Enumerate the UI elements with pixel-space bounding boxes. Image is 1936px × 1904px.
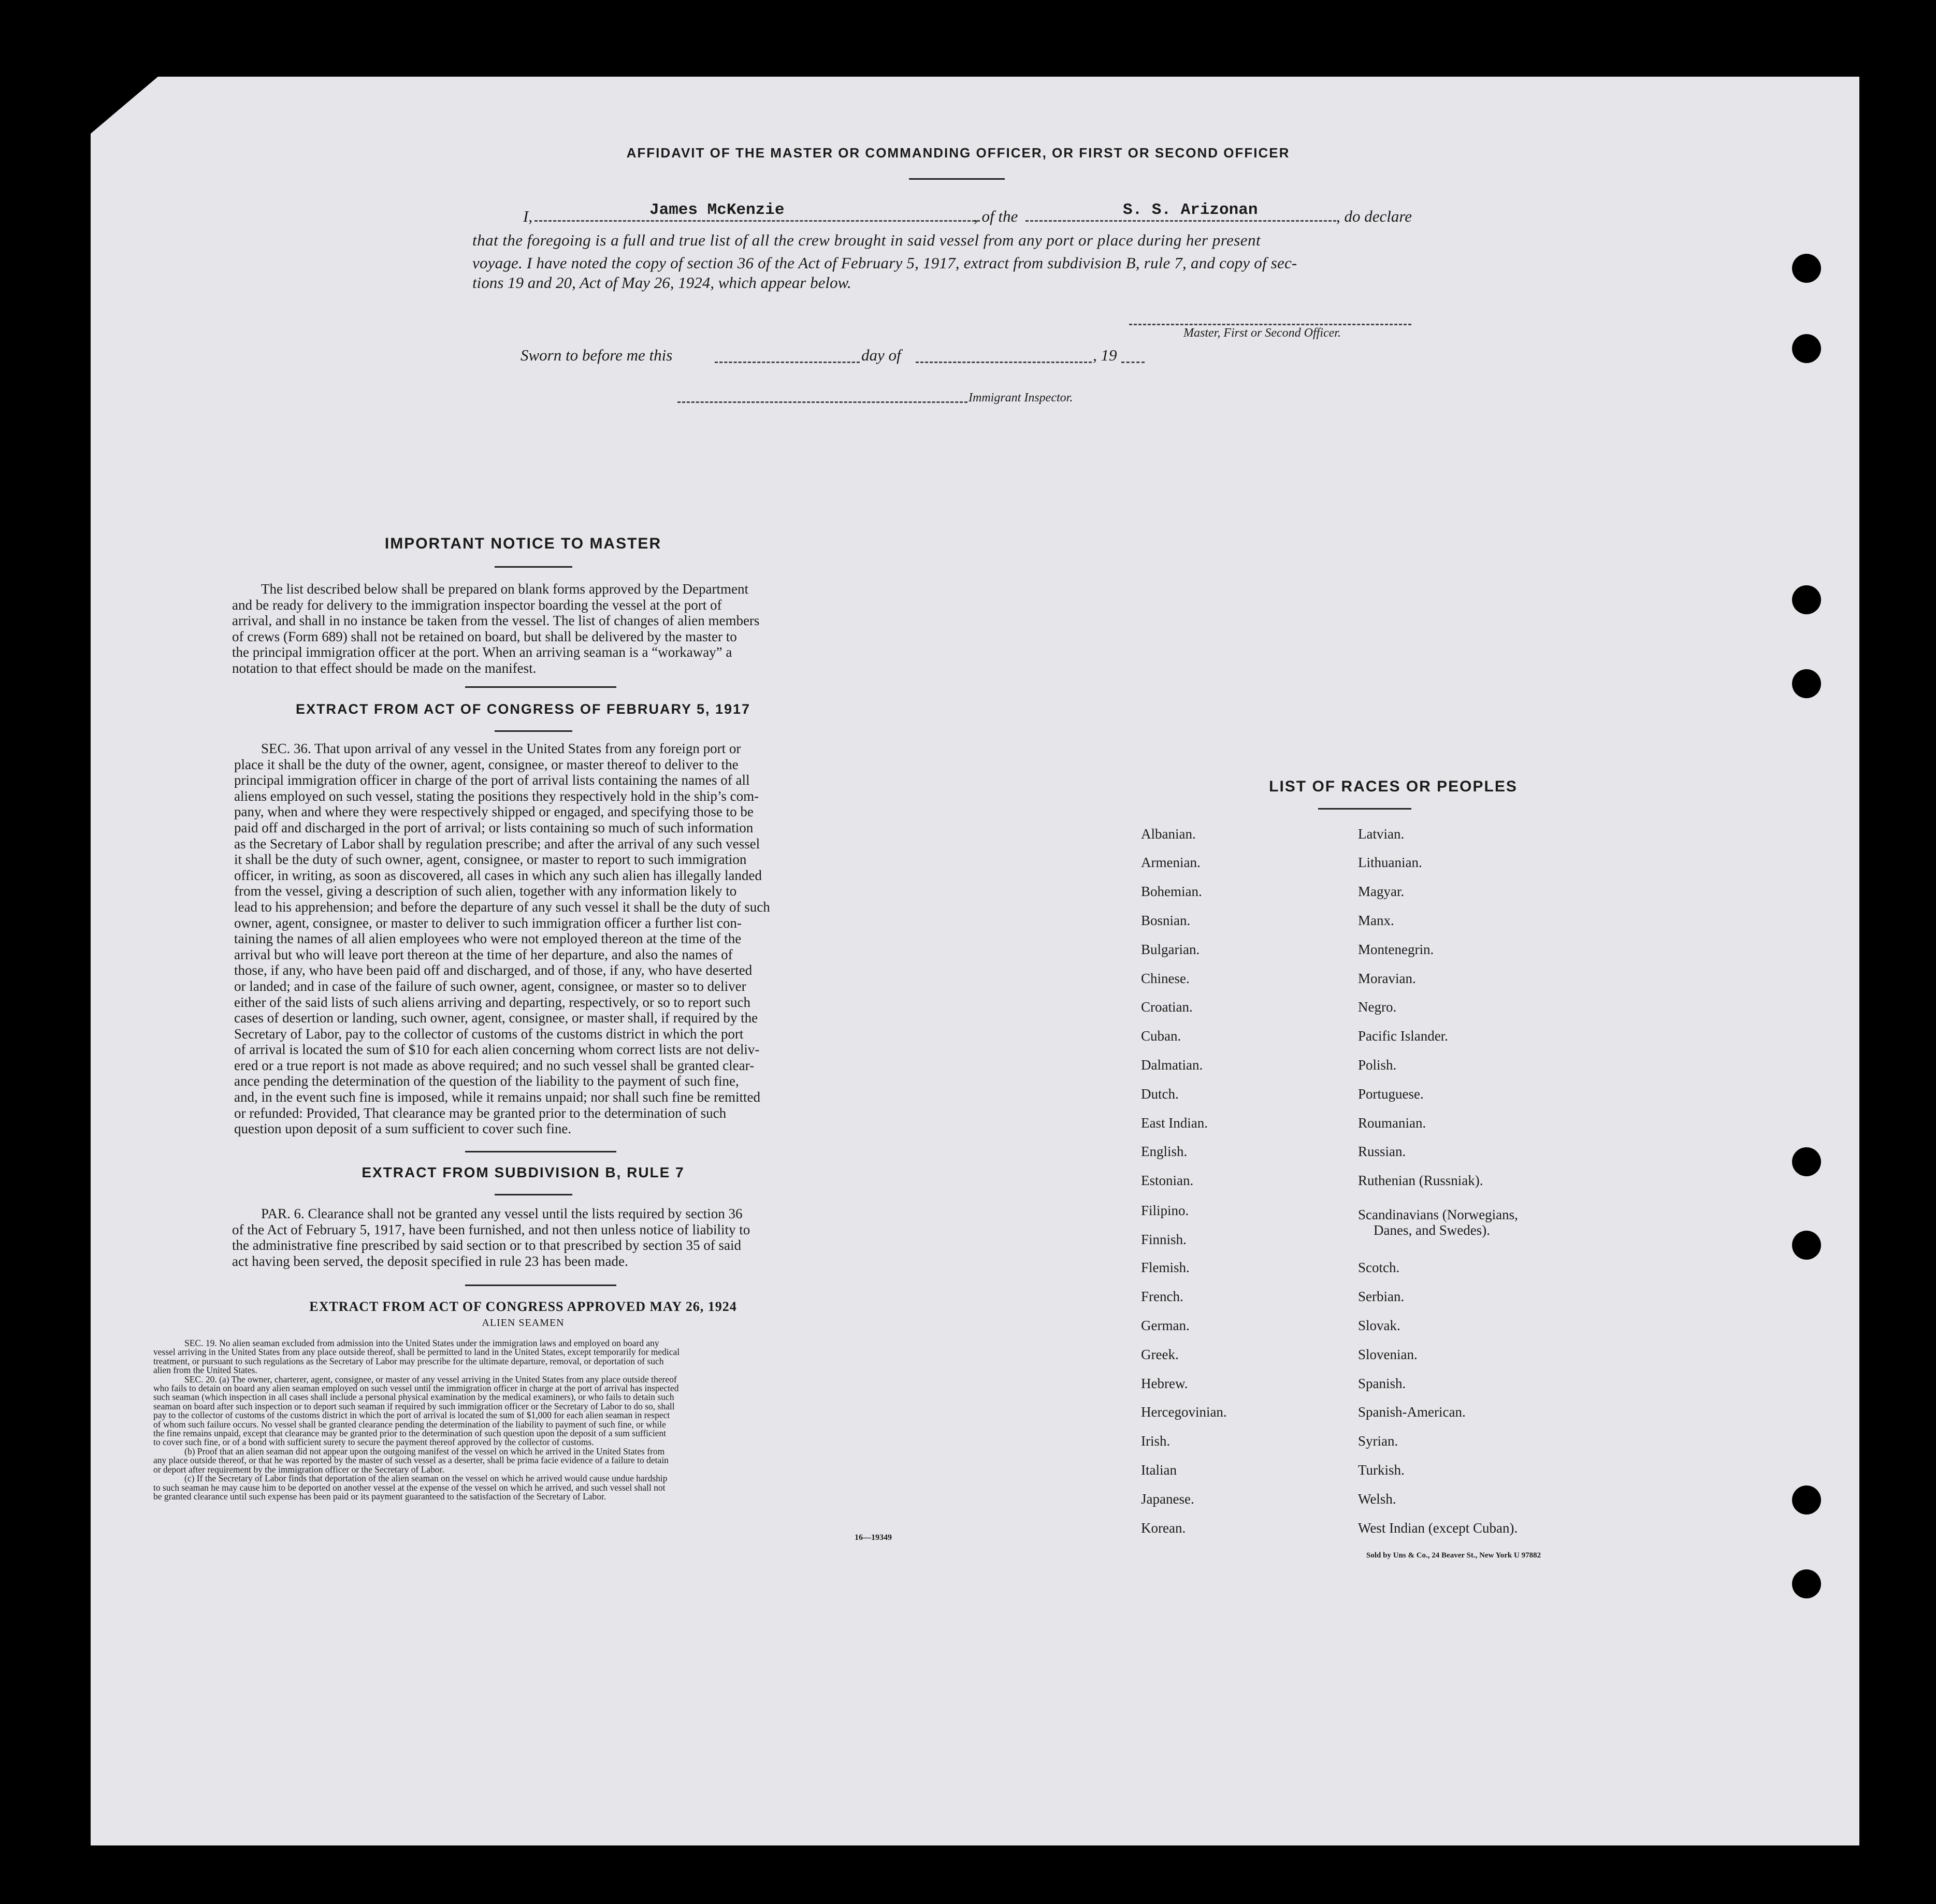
race-item: West Indian (except Cuban).: [1358, 1520, 1518, 1536]
extract-1917-body: [234, 741, 815, 1137]
divider: [495, 566, 572, 568]
folded-corner: [91, 77, 158, 134]
sec20-line: seaman on board after such inspection or to deport such seaman if required by such immigration officer or the Secretary of Labor to do so, shall: [153, 1401, 675, 1411]
race-item: Bosnian.: [1141, 913, 1191, 928]
extract-line: arrival but who will leave port thereon at the time of her departure, and also the names of: [234, 946, 733, 962]
race-item: Pacific Islander.: [1358, 1028, 1448, 1044]
sec19-line: alien from the United States.: [153, 1365, 257, 1376]
race-item: Japanese.: [1141, 1491, 1194, 1507]
sec20-line: SEC. 20. (a) The owner, charterer, agent, consignee, or master of any vessel arriving in the United States from any place outside thereof: [184, 1374, 677, 1384]
sworn-day-line: [715, 362, 860, 363]
sec19-line: SEC. 19. No alien seaman excluded from admission into the United States under the immigration laws and employed on board any: [184, 1338, 659, 1348]
sec20-line: (c) If the Secretary of Labor finds that deportation of the alien seaman on the vessel on which he arrived would cause undue hardship: [184, 1473, 668, 1484]
divider: [1318, 808, 1411, 810]
rule7-body: [232, 1206, 815, 1269]
race-item: Polish.: [1358, 1057, 1397, 1073]
notice-line: of crews (Form 689) shall not be retained on board, but shall be delivered by the master to: [232, 628, 737, 644]
race-item: Spanish.: [1358, 1376, 1406, 1391]
extract-line: as the Secretary of Labor shall by regulation prescribe; and after the arrival of any such vessel: [234, 835, 760, 852]
sworn-year-line: [1121, 362, 1145, 363]
sec20-line: be granted clearance until such expense has been paid or its payment guaranteed to the satisfaction of the Secretary of Labor.: [153, 1491, 606, 1502]
race-item: Finnish.: [1141, 1232, 1187, 1247]
sec20-line: who fails to detain on board any alien seaman employed on such vessel until the immigration officer in charge at the port of arrival has inspected: [153, 1383, 679, 1394]
extract-line: ance pending the determination of the question of the liability to the payment of such fine,: [234, 1073, 739, 1089]
form-number: 16—19349: [855, 1533, 892, 1542]
extract-line: place it shall be the duty of the owner, agent, consignee, or master thereof to deliver to the: [234, 756, 739, 772]
affidavit-line2: that the foregoing is a full and true list of all the crew brought in said vessel from any port or place during her present: [472, 231, 1261, 249]
race-item: Danes, and Swedes).: [1374, 1222, 1490, 1238]
sec20-line: or deport after requirement by the immigration officer or the Secretary of Labor.: [153, 1464, 444, 1475]
race-item: Moravian.: [1358, 971, 1416, 986]
vessel-name: S. S. Arizonan: [1123, 201, 1258, 219]
race-item: Scotch.: [1358, 1260, 1400, 1275]
sec19-line: treatment, or pursuant to such regulations as the Secretary of Labor may prescribe for the ultimate departure, removal, or deportation of such: [153, 1355, 664, 1366]
do-declare-text: , do declare: [1336, 207, 1412, 225]
notice-line: notation to that effect should be made on the manifest.: [232, 660, 537, 676]
race-item: Italian: [1141, 1462, 1177, 1478]
divider: [495, 730, 572, 732]
printer-imprint: Sold by Uns & Co., 24 Beaver St., New York U 97882: [1366, 1551, 1541, 1560]
race-item: Bulgarian.: [1141, 942, 1200, 957]
races-title: LIST OF RACES OR PEOPLES: [1269, 778, 1518, 795]
race-item: German.: [1141, 1318, 1190, 1333]
race-item: Dalmatian.: [1141, 1057, 1203, 1073]
alien-seamen-subtitle: ALIEN SEAMEN: [482, 1317, 565, 1329]
master-signature-label: Master, First or Second Officer.: [1183, 326, 1341, 340]
race-item: Croatian.: [1141, 999, 1193, 1015]
punch-hole: [1792, 1231, 1821, 1260]
vessel-line: [1025, 220, 1336, 222]
race-item: Ruthenian (Russniak).: [1358, 1173, 1483, 1188]
rule7-line: PAR. 6. Clearance shall not be granted any vessel until the lists required by section 36: [261, 1206, 743, 1221]
extract-1924-title: EXTRACT FROM ACT OF CONGRESS APPROVED MAY 26, 1924: [309, 1299, 737, 1314]
punch-hole: [1792, 585, 1821, 614]
extract-line: or landed; and in case of the failure of such owner, agent, consignee, or master so to deliver: [234, 978, 746, 994]
race-item: French.: [1141, 1289, 1183, 1304]
punch-hole: [1792, 1485, 1821, 1514]
race-item: Scandinavians (Norwegians,: [1358, 1207, 1518, 1222]
race-item: East Indian.: [1141, 1115, 1208, 1131]
extract-line: paid off and discharged in the port of arrival; or lists containing so much of such information: [234, 819, 754, 835]
race-item: Portuguese.: [1358, 1086, 1424, 1102]
sec20-line: to such seaman he may cause him to be deported on another vessel at the expense of the vessel on which he arrived, and such vessel shall not: [153, 1482, 666, 1493]
race-item: Cuban.: [1141, 1028, 1181, 1044]
divider: [465, 1285, 616, 1286]
race-item: Estonian.: [1141, 1173, 1194, 1188]
race-item: Montenegrin.: [1358, 942, 1434, 957]
divider: [909, 178, 1005, 180]
master-name: James McKenzie: [649, 201, 785, 219]
punch-hole: [1792, 669, 1821, 698]
race-item: Latvian.: [1358, 826, 1405, 842]
extract-line: and, in the event such fine is imposed, while it remains unpaid; nor shall such fine be remitted: [234, 1089, 761, 1105]
extract-1917-title: EXTRACT FROM ACT OF CONGRESS OF FEBRUARY 5, 1917: [295, 701, 751, 717]
divider: [465, 1151, 616, 1152]
sec19-line: vessel arriving in the United States from any place outside thereof, shall be permitted to land in the United States, except temporarily for medical: [153, 1347, 680, 1358]
rule7-line: act having been served, the deposit specified in rule 23 has been made.: [232, 1253, 628, 1269]
race-item: Roumanian.: [1358, 1115, 1426, 1131]
sec20-line: the fine remains unpaid, except that clearance may be granted prior to the determination of such question upon the deposit of a sum sufficient: [153, 1428, 667, 1439]
extract-line: those, if any, who have been paid off and discharged, and of those, if any, who have deserted: [234, 962, 753, 978]
sec20-line: to cover such fine, or of a bond with sufficient surety to secure the payment thereof approved by the collector of customs.: [153, 1437, 594, 1448]
extract-line: SEC. 36. That upon arrival of any vessel in the United States from any foreign port or: [261, 741, 741, 756]
race-item: Magyar.: [1358, 884, 1405, 899]
extract-line: cases of desertion or landing, such owner, agent, consignee, or master shall, if required by the: [234, 1010, 758, 1026]
inspector-signature-line: [677, 401, 967, 403]
extract-line: officer, in writing, as soon as discovered, all cases in which any such alien has illegally landed: [234, 867, 762, 883]
race-item: Chinese.: [1141, 971, 1190, 986]
sec20-line: such seaman (which inspection in all cases shall include a personal physical examination by the medical examiners), or who fails to detain such: [153, 1392, 674, 1403]
name-line: [534, 220, 980, 222]
race-item: Slovak.: [1358, 1318, 1400, 1333]
divider: [495, 1194, 572, 1195]
extract-line: owner, agent, consignee, or master to deliver to such immigration officer a further list con-: [234, 915, 742, 931]
race-item: Albanian.: [1141, 826, 1196, 842]
notice-line: The list described below shall be prepared on blank forms approved by the Department: [261, 581, 748, 597]
extract-line: or refunded: Provided, That clearance may be granted prior to the determination of such: [234, 1105, 727, 1121]
race-item: Irish.: [1141, 1433, 1171, 1449]
extract-line: lead to his apprehension; and before the departure of any such vessel it shall be the duty of such: [234, 899, 770, 915]
race-item: English.: [1141, 1144, 1188, 1159]
extract-line: aliens employed on such vessel, stating the positions they respectively hold in the ship’s com-: [234, 788, 759, 804]
race-item: Armenian.: [1141, 855, 1201, 870]
rule7-title: EXTRACT FROM SUBDIVISION B, RULE 7: [362, 1164, 685, 1180]
extract-line: Secretary of Labor, pay to the collector of customs of the customs district in which the port: [234, 1026, 744, 1042]
of-the-text: , of the: [974, 207, 1018, 225]
race-item: Lithuanian.: [1358, 855, 1422, 870]
rule7-line: the administrative fine prescribed by said section or to that prescribed by section 35 of said: [232, 1237, 741, 1253]
race-item: Russian.: [1358, 1144, 1406, 1159]
punch-hole: [1792, 334, 1821, 363]
punch-hole: [1792, 1569, 1821, 1598]
extract-line: pany, when and where they were respectively shipped or engaged, and specifying those to be: [234, 804, 754, 820]
extract-line: from the vessel, giving a description of such alien, together with any information likely to: [234, 883, 737, 899]
divider: [465, 686, 616, 688]
notice-body: [232, 581, 815, 676]
notice-line: the principal immigration officer at the port. When an arriving seaman is a “workaway” a: [232, 644, 732, 660]
extract-line: principal immigration officer in charge of the port of arrival lists containing the names of all: [234, 772, 750, 788]
race-item: Spanish-American.: [1358, 1404, 1466, 1420]
rule7-line: of the Act of February 5, 1917, have been furnished, and not then unless notice of liability to: [232, 1221, 750, 1237]
race-item: Slovenian.: [1358, 1347, 1418, 1362]
declarant-prefix: I,: [523, 207, 533, 225]
day-of-text: day of: [861, 346, 901, 364]
sec20-line: of whom such failure occurs. No vessel shall be granted clearance pending the determination of the liability to payment of such fine, or while: [153, 1419, 666, 1430]
race-item: Turkish.: [1358, 1462, 1405, 1478]
race-item: Negro.: [1358, 999, 1397, 1015]
race-item: Welsh.: [1358, 1491, 1396, 1507]
race-item: Dutch.: [1141, 1086, 1179, 1102]
race-item: Filipino.: [1141, 1203, 1189, 1218]
affidavit-title: AFFIDAVIT OF THE MASTER OR COMMANDING OFFICER, OR FIRST OR SECOND OFFICER: [626, 145, 1290, 161]
extract-line: taining the names of all alien employees who were not employed thereon at the time of the: [234, 931, 742, 947]
sec20-line: any place outside thereof, or that he was reported by the master of such vessel as a deserter, shall be prima facie evidence of a failure to detain: [153, 1455, 669, 1466]
sec20-line: pay to the collector of customs of the customs district in which the port of arrival is located the sum of $1,000 for each alien seaman in respect: [153, 1410, 670, 1421]
master-signature-line: [1129, 324, 1411, 325]
affidavit-line4: tions 19 and 20, Act of May 26, 1924, which appear below.: [472, 273, 851, 292]
sworn-text: Sworn to before me this: [521, 346, 673, 364]
inspector-label: Immigrant Inspector.: [969, 391, 1073, 405]
extract-line: of arrival is located the sum of $10 for each alien concerning whom correct lists are not deliv-: [234, 1042, 760, 1058]
extract-line: question upon deposit of a sum sufficient to cover such fine.: [234, 1121, 572, 1137]
extract-line: either of the said lists of such aliens arriving and departing, respectively, or so to report such: [234, 994, 750, 1010]
sec20-line: (b) Proof that an alien seaman did not appear upon the outgoing manifest of the vessel on which he arrived in the United States from: [184, 1446, 665, 1456]
race-item: Flemish.: [1141, 1260, 1190, 1275]
race-item: Korean.: [1141, 1520, 1186, 1536]
race-item: Syrian.: [1358, 1433, 1398, 1449]
notice-title: IMPORTANT NOTICE TO MASTER: [384, 535, 662, 552]
punch-hole: [1792, 254, 1821, 283]
extract-line: it shall be the duty of such owner, agent, consignee, or master to report to such immigration: [234, 852, 747, 868]
race-item: Serbian.: [1358, 1289, 1405, 1304]
race-item: Hercegovinian.: [1141, 1404, 1227, 1420]
race-item: Bohemian.: [1141, 884, 1202, 899]
race-item: Manx.: [1358, 913, 1394, 928]
race-item: Hebrew.: [1141, 1376, 1188, 1391]
punch-hole: [1792, 1147, 1821, 1176]
year-text: , 19: [1093, 346, 1117, 364]
extract-1924-body: [153, 1339, 899, 1501]
notice-line: arrival, and shall in no instance be taken from the vessel. The list of changes of alien members: [232, 613, 760, 629]
sworn-month-line: [916, 362, 1092, 363]
extract-line: ered or a true report is not made as above required; and no such vessel shall be granted clear-: [234, 1057, 755, 1073]
affidavit-line3: voyage. I have noted the copy of section 36 of the Act of February 5, 1917, extract from subdivision B, rule 7, and copy of sec-: [472, 254, 1297, 272]
race-item: Greek.: [1141, 1347, 1179, 1362]
notice-line: and be ready for delivery to the immigration inspector boarding the vessel at the port of: [232, 597, 722, 613]
